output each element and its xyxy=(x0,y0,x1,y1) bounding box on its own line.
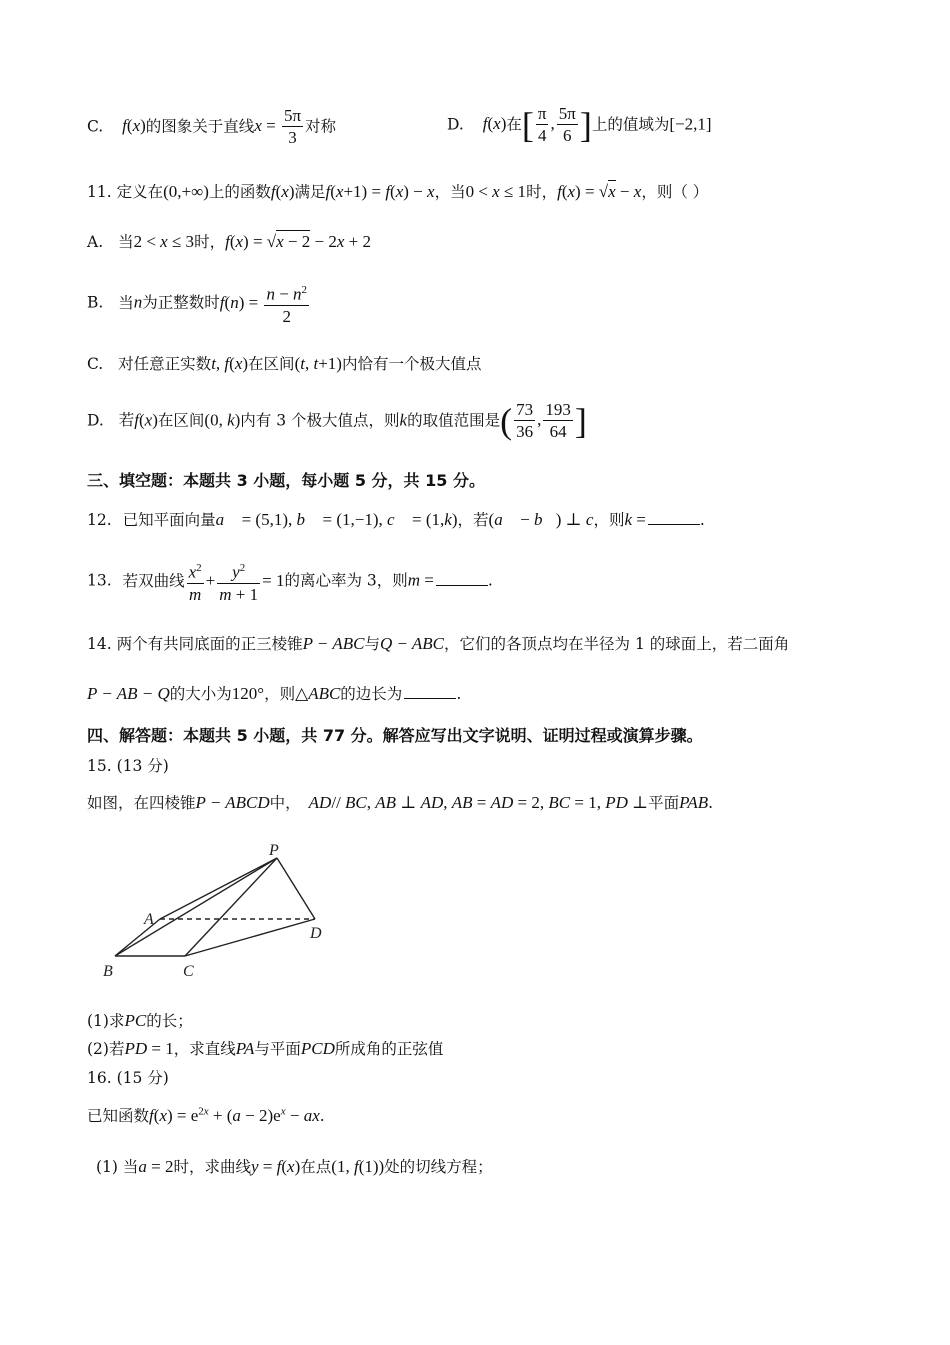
math: n xyxy=(133,292,143,312)
math: f(n) = $\frac{n - n^2}{2}$ xyxy=(220,293,311,312)
text: 时，求曲线 xyxy=(173,1158,251,1176)
text: 若双曲线 xyxy=(122,571,185,590)
math: k xyxy=(399,410,408,430)
math: $f(x) = e^{2x} + (a - 2)e^x$ − ax xyxy=(149,1105,320,1125)
math: Q − ABC xyxy=(379,634,445,653)
q11-stem xyxy=(87,180,708,202)
math: [ $\frac{\pi}{4}$ , $\frac{5\pi}{6}$ ] xyxy=(521,104,592,146)
text: ，则（ ） xyxy=(641,183,709,201)
math: y = f(x) xyxy=(251,1157,301,1176)
q11-option-b xyxy=(87,280,311,328)
text: 已知平面向量 xyxy=(122,511,216,529)
q16-part1 xyxy=(96,1155,493,1177)
text: 内恰有一个极大值点 xyxy=(341,355,482,373)
text: ，则 xyxy=(593,511,625,529)
q10-option-c xyxy=(87,106,336,149)
question-number: 13. xyxy=(87,571,112,590)
math: (0,+∞) xyxy=(163,182,209,201)
math: a = 2 xyxy=(138,1157,174,1176)
section-title: 四、解答题：本题共 5 小题，共 77 分。解答应写出文字说明、证明过程或演算步骤。 xyxy=(87,726,703,745)
vertex-label-a: A xyxy=(144,911,154,928)
math: 2 < x ≤ 3 xyxy=(133,232,195,251)
text: 所成角的正弦值 xyxy=(334,1040,444,1058)
math: PD = 1 xyxy=(124,1039,174,1058)
math: (1, f(1)) xyxy=(331,1157,385,1176)
text: . xyxy=(319,1107,325,1125)
pyramid-figure xyxy=(95,838,355,983)
text: 与 xyxy=(364,635,380,653)
text: 的取值范围是 xyxy=(407,411,501,430)
text: 的离心率为 3，则 xyxy=(284,571,408,590)
text: 在区间 xyxy=(248,355,295,373)
math: a⃗ = (5,1), b⃗ = (1,−1), c⃗ = (1,k) xyxy=(215,510,458,529)
q15-header: 15. (13 分) xyxy=(87,757,169,775)
answer-blank[interactable] xyxy=(648,510,700,525)
option-label: C. xyxy=(87,355,104,373)
q16-text xyxy=(87,1104,325,1126)
math: P − AB − Q xyxy=(87,684,170,703)
q11-option-a xyxy=(87,230,371,252)
math: PA xyxy=(235,1039,255,1058)
math: k = xyxy=(624,510,646,529)
text: ，则 xyxy=(264,685,296,703)
math: f(x) xyxy=(270,182,295,201)
text: 在点 xyxy=(300,1158,332,1176)
text: 与平面 xyxy=(254,1040,301,1058)
text: ，求直线 xyxy=(173,1040,236,1058)
math: (0, k) xyxy=(204,410,241,430)
q14-line2: P − AB − Q的大小为120°，则△ABC的边长为 . xyxy=(87,684,462,703)
q15-part1 xyxy=(87,1009,193,1031)
text: 在区间 xyxy=(157,411,205,430)
text: 对称 xyxy=(305,117,337,136)
option-label: A. xyxy=(87,233,104,251)
text: (2)若 xyxy=(87,1040,125,1058)
option-label: C. xyxy=(87,117,104,136)
math: △ABC xyxy=(295,684,341,703)
text: 中， xyxy=(269,794,301,812)
vertex-label-c: C xyxy=(183,963,194,980)
option-label: D. xyxy=(447,115,464,134)
option-label: D. xyxy=(87,411,104,430)
vertex-label-d: D xyxy=(310,925,322,942)
math: f(x) xyxy=(122,116,146,136)
option-label: B. xyxy=(87,293,104,312)
vertex-label-p: P xyxy=(269,842,279,859)
q14-line1 xyxy=(87,632,789,654)
text: 平面 xyxy=(648,794,680,812)
text: 11. 定义在 xyxy=(87,183,164,201)
math: 0 < x ≤ 1 xyxy=(465,182,527,201)
math: (a⃗ − b⃗) ⊥ c xyxy=(488,510,594,529)
text: 的图象关于直线 xyxy=(145,117,255,136)
q11-option-c xyxy=(87,352,481,374)
text: 在 xyxy=(506,115,522,134)
math: f(x) xyxy=(134,410,158,430)
text: 内有 3 个极大值点，则 xyxy=(240,411,400,430)
math: P − ABC xyxy=(302,634,365,653)
text: 14. 两个有共同底面的正三棱锥 xyxy=(87,635,303,653)
q10-option-d xyxy=(447,104,712,147)
math: f(x) = √x − 2 − 2x + 2 xyxy=(225,232,371,251)
section-title: 三、填空题：本题共 3 小题，每小题 5 分，共 15 分。 xyxy=(87,471,485,490)
math: P − ABCD xyxy=(195,793,270,812)
text: 当 xyxy=(118,233,134,251)
text: 时， xyxy=(526,183,558,201)
text: (1) 当 xyxy=(96,1158,139,1176)
q12: 12. 已知平面向量a⃗ = (5,1), b⃗ = (1,−1), c⃗ = (1,k)，若(a⃗ − b⃗) ⊥ c，则k = . xyxy=(87,510,705,529)
text: ，它们的各顶点均在半径为 1 的球面上，若二面角 xyxy=(444,635,790,653)
text: 如图，在四棱锥 xyxy=(87,794,196,812)
text: 已知函数 xyxy=(87,1107,150,1125)
math: f(x) xyxy=(482,114,507,134)
answer-blank[interactable] xyxy=(436,571,488,586)
q13: 13. 若双曲线 $\frac{x^2}{m}$ + $\frac{y^2}{m + 1}$ = 1的离心率为 3，则m = . xyxy=(87,558,493,606)
text: 的边长为 xyxy=(340,685,403,703)
math: x = $\frac{5\pi}{3}$ xyxy=(254,106,302,147)
math: $\frac{x^2}{m}$ + $\frac{y^2}{m + 1}$ = 1 xyxy=(185,571,285,590)
text: 上的函数 xyxy=(208,183,271,201)
text: 当 xyxy=(118,293,134,312)
math: f(x) = √x − x xyxy=(557,182,642,201)
math: 120° xyxy=(231,684,265,703)
vertex-label-b: B xyxy=(103,963,113,980)
text: (1)求 xyxy=(87,1012,125,1030)
q15-text: 如图，在四棱锥P − ABCD中， AD// BC, AB ⊥ AD, AB = AD = 2, BC = 1, PD ⊥平面PAB. xyxy=(87,793,714,812)
math: PAB xyxy=(679,793,709,812)
text: 的长； xyxy=(146,1012,193,1030)
text: ，当 xyxy=(434,183,466,201)
q11-option-d xyxy=(87,400,587,443)
q16-header: 16. (15 分) xyxy=(87,1069,169,1087)
text: 若 xyxy=(118,411,135,430)
text: 上的值域为 xyxy=(591,115,670,134)
answer-blank[interactable] xyxy=(404,684,456,699)
text: 处的切线方程； xyxy=(384,1158,493,1176)
math: AD// BC, AB ⊥ AD, AB = AD = 2, BC = 1, PD ⊥ xyxy=(308,793,649,812)
math: m = xyxy=(407,570,434,590)
text: 满足 xyxy=(294,183,326,201)
math: t, f(x) xyxy=(211,354,249,373)
math: (t, t+1) xyxy=(294,354,342,373)
text: 的大小为 xyxy=(169,685,232,703)
question-number: 12. xyxy=(87,511,112,529)
text: ，若 xyxy=(457,511,489,529)
math: f(x+1) = f(x) − x xyxy=(325,182,435,201)
math: [−2,1] xyxy=(669,114,712,134)
text: 为正整数时 xyxy=(142,293,220,312)
math: PCD xyxy=(300,1039,335,1058)
math: PC xyxy=(124,1011,147,1030)
text: 对任意正实数 xyxy=(118,355,212,373)
math: ( $\frac{73}{36}$ , $\frac{193}{64}$ ] xyxy=(500,400,587,442)
text: 时， xyxy=(194,233,226,251)
q15-part2 xyxy=(87,1037,443,1059)
